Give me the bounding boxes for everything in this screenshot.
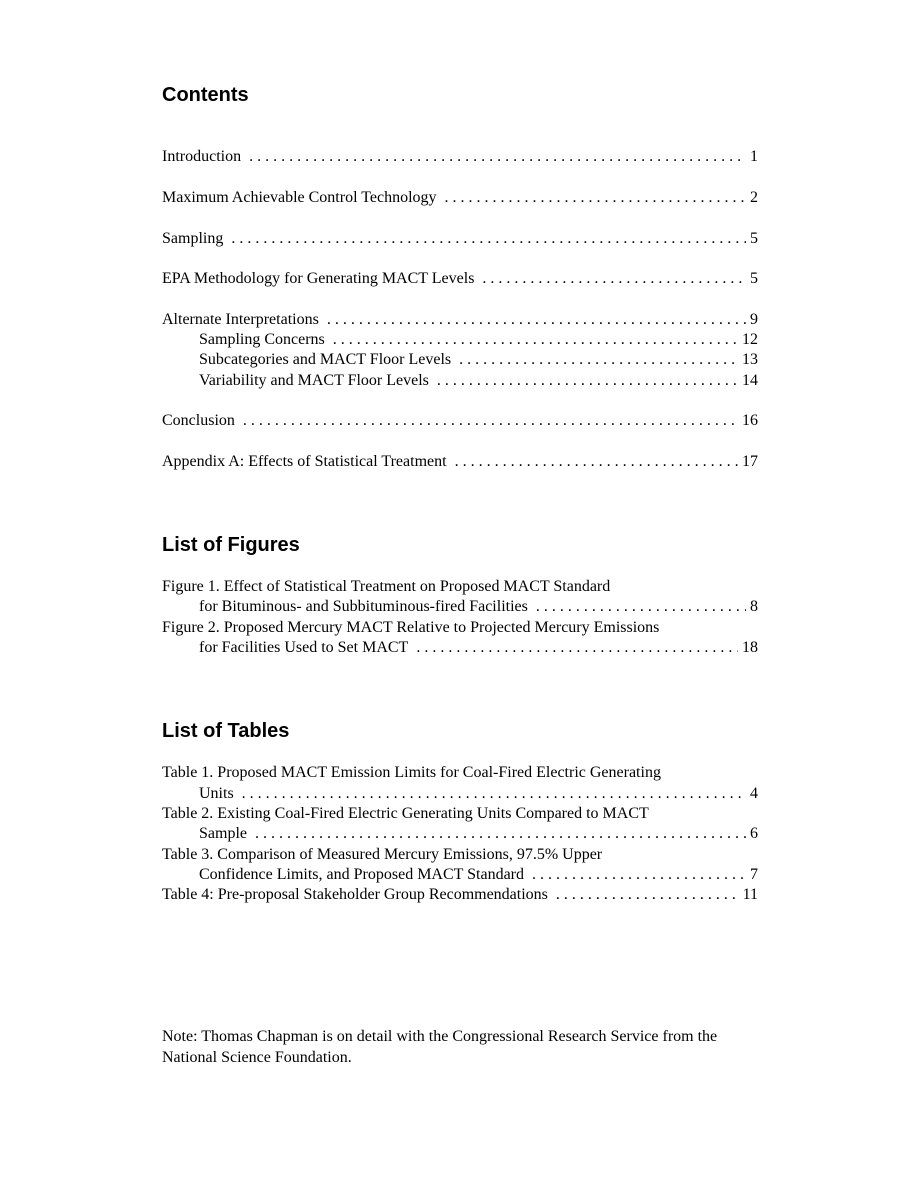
figure-page-number: 18 [742, 639, 758, 656]
author-note: Note: Thomas Chapman is on detail with the Congressional Research Service from the National Science Foundation. [162, 1028, 718, 1066]
toc-entry-text: Sampling Concerns [199, 331, 325, 348]
table-entry-4[interactable] [162, 885, 758, 905]
toc-entry-text: Conclusion [162, 412, 235, 429]
toc-page-number: 14 [742, 372, 758, 389]
toc-page-number: 1 [750, 148, 758, 165]
figure-entry-text: for Facilities Used to Set MACT [199, 639, 409, 656]
toc-page-number: 5 [750, 270, 758, 287]
toc-page-number: 9 [750, 311, 758, 328]
dot-leader [532, 865, 746, 885]
dot-leader [243, 411, 738, 431]
toc-page-number: 2 [750, 189, 758, 206]
figure-entry-1-line1[interactable]: Figure 1. Effect of Statistical Treatment on Proposed MACT Standard [162, 578, 611, 595]
table-page-number: 4 [750, 785, 758, 802]
table-entry-text: Sample [199, 825, 247, 842]
toc-entry-appendix-a[interactable] [162, 452, 758, 472]
table-entry-text: Confidence Limits, and Proposed MACT Standard [199, 866, 524, 883]
figure-entry-1[interactable] [199, 597, 758, 617]
toc-entry-text: Alternate Interpretations [162, 311, 319, 328]
toc-entry-text: Variability and MACT Floor Levels [199, 372, 429, 389]
toc-page-number: 13 [742, 351, 758, 368]
toc-entry-mact[interactable] [162, 188, 758, 208]
toc-entry-text: Appendix A: Effects of Statistical Treatment [162, 453, 447, 470]
toc-page-number: 12 [742, 331, 758, 348]
toc-entry-alternate-interpretations[interactable] [162, 310, 758, 330]
table-entry-2[interactable] [199, 824, 758, 844]
toc-page-number: 5 [750, 230, 758, 247]
dot-leader [242, 784, 746, 804]
dot-leader [459, 350, 738, 370]
figures-heading: List of Figures [162, 534, 300, 556]
figure-page-number: 8 [750, 598, 758, 615]
dot-leader [536, 597, 746, 617]
toc-entry-conclusion[interactable] [162, 411, 758, 431]
dot-leader [556, 885, 739, 905]
toc-entry-text: EPA Methodology for Generating MACT Levels [162, 270, 475, 287]
toc-entry-variability[interactable] [199, 371, 758, 391]
table-entry-1-line1[interactable]: Table 1. Proposed MACT Emission Limits for Coal-Fired Electric Generating [162, 764, 661, 781]
dot-leader [249, 147, 746, 167]
toc-page-number: 16 [742, 412, 758, 429]
table-entry-2-line1[interactable]: Table 2. Existing Coal-Fired Electric Generating Units Compared to MACT [162, 805, 649, 822]
dot-leader [333, 330, 738, 350]
toc-page-number: 17 [742, 453, 758, 470]
dot-leader [231, 229, 746, 249]
toc-entry-introduction[interactable] [162, 147, 758, 167]
table-page-number: 6 [750, 825, 758, 842]
dot-leader [482, 269, 746, 289]
dot-leader [445, 188, 746, 208]
toc-entry-text: Maximum Achievable Control Technology [162, 189, 437, 206]
toc-entry-sampling[interactable] [162, 229, 758, 249]
toc-entry-text: Subcategories and MACT Floor Levels [199, 351, 452, 368]
dot-leader [327, 310, 746, 330]
figure-entry-text: for Bituminous- and Subbituminous-fired Facilities [199, 598, 528, 615]
dot-leader [416, 638, 738, 658]
dot-leader [455, 452, 738, 472]
toc-entry-text: Sampling [162, 230, 224, 247]
table-page-number: 11 [742, 886, 758, 903]
toc-entry-sampling-concerns[interactable] [199, 330, 758, 350]
table-entry-text: Units [199, 785, 234, 802]
table-page-number: 7 [750, 866, 758, 883]
figure-entry-2[interactable] [199, 638, 758, 658]
table-entry-text: Table 4: Pre-proposal Stakeholder Group Recommendations [162, 886, 548, 903]
toc-entry-subcategories[interactable] [199, 350, 758, 370]
toc-entry-epa-methodology[interactable] [162, 269, 758, 289]
table-entry-1[interactable] [199, 784, 758, 804]
tables-heading: List of Tables [162, 720, 290, 742]
table-entry-3-line1[interactable]: Table 3. Comparison of Measured Mercury Emissions, 97.5% Upper [162, 846, 603, 863]
dot-leader [437, 371, 738, 391]
contents-heading: Contents [162, 84, 249, 106]
figure-entry-2-line1[interactable]: Figure 2. Proposed Mercury MACT Relative to Projected Mercury Emissions [162, 619, 660, 636]
table-entry-3[interactable] [199, 865, 758, 885]
dot-leader [255, 824, 746, 844]
toc-entry-text: Introduction [162, 148, 242, 165]
